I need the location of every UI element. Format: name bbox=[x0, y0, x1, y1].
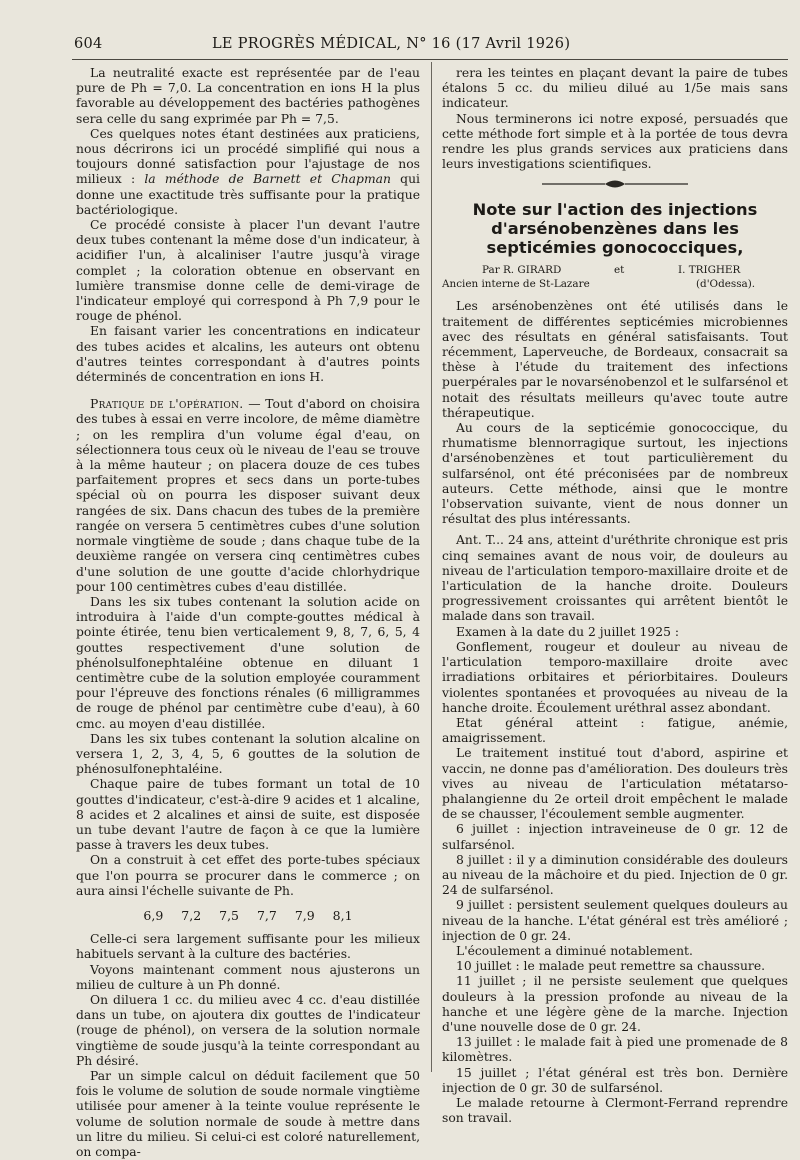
column-rule bbox=[431, 62, 432, 1072]
paragraph: Le malade retourne à Clermont-Ferrand reprendre son travail. bbox=[442, 1095, 788, 1126]
paragraph: 8 juillet : il y a diminution considérable des douleurs au niveau de la mâchoire et du pied. Injection de 0 gr. 24 de sulfarsénol. bbox=[442, 852, 788, 898]
author-1-role: Ancien interne de St-Lazare bbox=[442, 278, 590, 291]
paragraph: 11 juillet ; il ne persiste seulement que quelques douleurs à la pression profonde au niveau de la hanche et une légère gène de la marche. Injection d'une nouvelle dose de 0 gr. 24. bbox=[442, 974, 788, 1034]
paragraph: Examen à la date du 2 juillet 1925 : bbox=[456, 624, 680, 639]
section-heading: Pratique de l'opération. bbox=[90, 397, 244, 412]
running-header bbox=[74, 36, 724, 56]
paragraph: La neutralité exacte est représentée par de l'eau pure de Ph = 7,0. La concentration en ions H la plus favorable au développement des bactéries pathogènes sera celle du sang exprimée par Ph = 7,5. bbox=[76, 66, 420, 126]
article-title: Note sur l'action des injections d'arsénobenzènes dans les septicémies gonococciques, bbox=[472, 200, 758, 258]
paragraph: Ce procédé consiste à placer l'un devant l'autre deux tubes contenant la même dose d'un indicateur, à acidifier l'un, à alcaliniser l'autre jusqu'à virage complet ; la coloration obtenue en observant en lumière transmise donne celle de demi-virage de l'indicateur employé qui correspond à Ph 7,9 pour le rouge de phénol. bbox=[76, 218, 420, 324]
author-2-role: (d'Odessa). bbox=[696, 278, 756, 291]
paragraph: 13 juillet : le malade fait à pied une promenade de 8 kilomètres. bbox=[442, 1035, 788, 1065]
paragraph: Ces quelques notes étant destinées aux praticiens, nous décrirons ici un procédé simplifié qui nous a toujours donné satisfaction pour l'ajustage de nos milieux : la méthode de Barnett et Chapman qui donne une exactitude très suffisante pour la pratique bactériologique. bbox=[76, 126, 420, 217]
paragraph: Dans les six tubes contenant la solution alcaline on versera 1, 2, 3, 4, 5, 6 gouttes de la solution de phénosulfonephtaléine. bbox=[76, 731, 420, 777]
paragraph: 15 juillet ; l'état général est très bon. Dernière injection de 0 gr. 30 de sulfarsénol. bbox=[442, 1065, 788, 1095]
paragraph: Ant. T... 24 ans, atteint d'uréthrite chronique est pris cinq semaines avant de nous voir, de douleurs au niveau de l'articulation temporo-maxillaire droite et de l'articulation de la hanche droite. Douleurs progressivement croissantes qui arrêtent bientôt le malade dans son travail. bbox=[442, 533, 788, 624]
header-rule bbox=[72, 59, 788, 60]
paragraph: rera les teintes en plaçant devant la paire de tubes étalons 5 cc. du milieu dilué au 1/5e mais sans indicateur. bbox=[442, 66, 788, 111]
paragraph: Etat général atteint : fatigue, anémie, amaigrissement. bbox=[442, 715, 788, 746]
ph-scale: 6,9 7,2 7,5 7,7 7,9 8,1 bbox=[143, 907, 353, 923]
paragraph: L'écoulement a diminué notablement. bbox=[456, 943, 693, 958]
paragraph: Nous terminerons ici notre exposé, persuadés que cette méthode fort simple et à la portée de tous devra rendre les plus grands services aux praticiens dans leurs investigations scientifiques. bbox=[442, 111, 788, 172]
journal-title: LE PROGRÈS MÉDICAL, N° 16 (17 Avril 1926) bbox=[212, 36, 571, 52]
paragraph: Gonflement, rougeur et douleur au niveau de l'articulation temporo-maxillaire droite avec irradiations orbitaires et périorbitaires. Douleurs violentes spontanées et provoquées au niveau de la hanche droite. Écoulement uréthral assez abondant. bbox=[442, 639, 788, 715]
paragraph: Le traitement institué tout d'abord, aspirine et vaccin, ne donne pas d'amélioration. Des douleurs très vives au niveau de l'articulation métatarso-phalangienne du 2e orteil droit empêchent le malade de se chausser, l'écoulement semble augmenter. bbox=[442, 746, 788, 822]
paragraph: On diluera 1 cc. du milieu avec 4 cc. d'eau distillée dans un tube, on ajoutera dix gouttes de l'indicateur (rouge de phénol), on versera de la solution normale vingtième de soude jusqu'à la teinte correspondant au Ph désiré. bbox=[76, 992, 420, 1068]
left-column bbox=[76, 66, 420, 1160]
author-1: Par R. GIRARD bbox=[482, 264, 562, 277]
ornament-divider bbox=[540, 178, 690, 190]
paragraph: 9 juillet : persistent seulement quelques douleurs au niveau de la hanche. L'état général est très amélioré ; injection de 0 gr. 24. bbox=[442, 898, 788, 943]
paragraph: Au cours de la septicémie gonococcique, du rhumatisme blennorragique surtout, les injections d'arsénobenzènes et tout particulièrement du sulfarsénol, ont été préconisées par de nombreux auteurs. Cette méthode, ainsi que le montre l'observation suivante, vient de nous donner un résultat des plus intéressants. bbox=[442, 421, 788, 527]
paragraph: Celle-ci sera largement suffisante pour les milieux habituels servant à la culture des bactéries. bbox=[76, 932, 420, 962]
page-number: 604 bbox=[74, 36, 103, 52]
paragraph: 10 juillet : le malade peut remettre sa chaussure. bbox=[456, 959, 766, 974]
paragraph: Chaque paire de tubes formant un total de 10 gouttes d'indicateur, c'est-à-dire 9 acides et 1 alcaline, 8 acides et 2 alcalines et ainsi de suite, est disposée un tube devant l'autre de façon à ce que la lumière passe à travers les deux tubes. bbox=[76, 777, 420, 853]
paragraph: Dans les six tubes contenant la solution acide on introduira à l'aide d'un compte-gouttes médical à pointe étirée, tenu bien verticalement 9, 8, 7, 6, 5, 4 gouttes respectivement d'une solution de phénolsulfonephtaléine obtenue en diluant 1 centimètre cube de la solution employée couramment pour l'épreuve des fonctions rénales (6 milligrammes de rouge de phénol par centimètre cube d'eau), à 60 cmc. au moyen d'eau distillée. bbox=[76, 594, 420, 731]
paragraph: Pratique de l'opération. — Tout d'abord on choisira des tubes à essai en verre incolore, de même diamètre ; on les remplira d'un volume égal d'eau, on sélectionnera tous ceux où le niveau de l'eau se trouve à la même hauteur ; on placera douze de ces tubes parfaitement propres et secs dans un porte-tubes spécial où on pourra les disposer suivant deux rangées de six. Dans chacun des tubes de la première rangée on versera 5 centimètres cubes d'une solution normale vingtième de soude ; dans chaque tube de la deuxième rangée on versera cinq centimètres cubes d'une solution de une goutte d'acide chlorhydrique pour 100 centimètres cubes d'eau distillée. bbox=[76, 397, 420, 594]
byline-et: et bbox=[614, 264, 625, 277]
byline bbox=[442, 263, 788, 291]
right-column bbox=[442, 66, 788, 1126]
paragraph: Voyons maintenant comment nous ajusterons un milieu de culture à un Ph donné. bbox=[76, 962, 420, 992]
paragraph: Par un simple calcul on déduit facilement que 50 fois le volume de solution de soude normale vingtième utilisée pour amener à la teinte voulue représente le volume de solution normale de soude à mettre dans un litre du milieu. Si celui-ci est coloré naturellement, on compa- bbox=[76, 1069, 420, 1160]
paragraph: En faisant varier les concentrations en indicateur des tubes acides et alcalins, les auteurs ont obtenu d'autres teintes correspondant à d'autres points déterminés de concentration en ions H. bbox=[76, 324, 420, 385]
paragraph: Les arsénobenzènes ont été utilisés dans le traitement de différentes septicémies microbiennes avec des résultats en général satisfaisants. Tout récemment, Laperveuche, de Bordeaux, consacrait sa thèse à l'étude du traitement des infections puerpérales par le novarsénobenzol et le sulfarsénol et notait des résultats meilleurs qu'avec toute autre thérapeutique. bbox=[442, 299, 788, 420]
paragraph: 6 juillet : injection intraveineuse de 0 gr. 12 de sulfarsénol. bbox=[442, 822, 788, 852]
paragraph: On a construit à cet effet des porte-tubes spéciaux que l'on pourra se procurer dans le commerce ; on aura ainsi l'échelle suivante de Ph. bbox=[76, 853, 420, 898]
method-name: la méthode de Barnett et Chapman bbox=[144, 172, 391, 187]
author-2: I. TRIGHER bbox=[678, 264, 741, 277]
